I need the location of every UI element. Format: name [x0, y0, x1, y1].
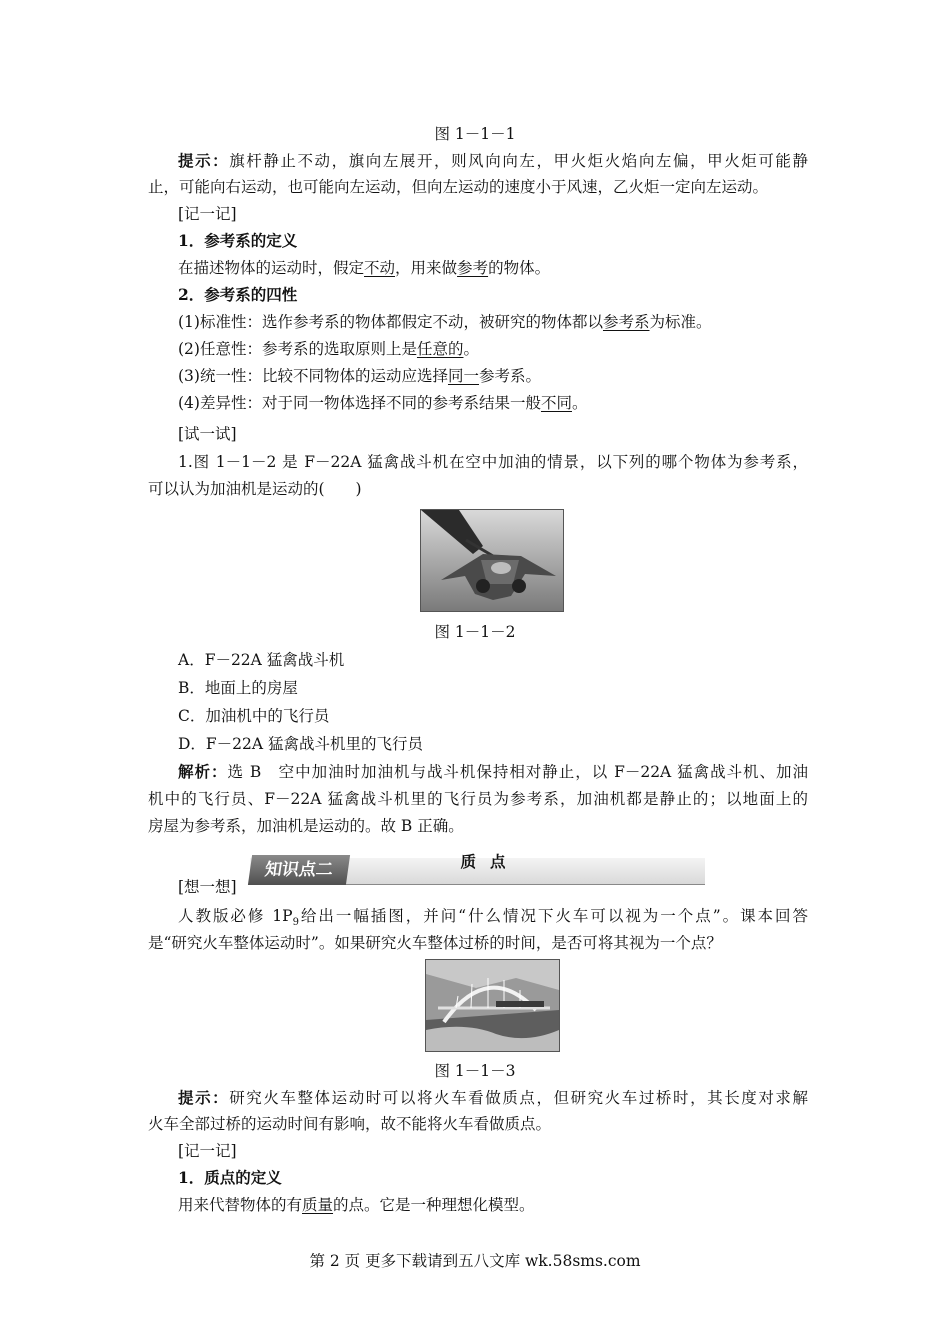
text: 给出一幅插图，并问“什么情况下火车可以视为一个点”。课本回答 — [298, 907, 808, 925]
section-heading-four-properties: 2．参考系的四性 — [178, 285, 298, 304]
fighter-jet-illustration — [421, 510, 563, 611]
reference-frame-definition — [178, 258, 808, 278]
fighter-jet-refueling-image — [420, 509, 564, 612]
hint-2-line-1 — [178, 1088, 808, 1108]
section-heading-particle-definition: 1．质点的定义 — [178, 1168, 282, 1187]
knowledge-point-badge: 知识点二 — [248, 855, 350, 885]
figure-caption-3: 图 1－1－3 — [434, 1062, 516, 1080]
try-label: [试一试] — [178, 425, 237, 443]
think-label: [想一想] — [178, 878, 237, 896]
text: 的物体。 — [488, 259, 551, 277]
text: (1)标准性：选作参考系的物体都假定不动，被研究的物体都以 — [178, 313, 603, 331]
text: 研究火车整体运动时可以将火车看做质点，但研究火车过桥时，其长度对求解 — [229, 1089, 808, 1107]
text: 为标准。 — [649, 313, 712, 331]
train-bridge-image — [425, 959, 560, 1052]
text: 。 — [571, 394, 588, 412]
option-b: B．地面上的房屋 — [178, 679, 298, 697]
figure-caption-1: 图 1－1－1 — [434, 125, 516, 143]
text: 人教版必修 1P — [178, 907, 293, 925]
hint-label: 提示： — [178, 1088, 230, 1107]
knowledge-point-title: 质点 — [460, 852, 520, 871]
text: (2)任意性：参考系的选取原则上是 — [178, 340, 417, 358]
hint-1-line-1 — [178, 151, 808, 171]
analysis-line-3: 房屋为参考系，加油机是运动的。故 B 正确。 — [148, 817, 464, 835]
underlined-answer: 参考 — [457, 259, 489, 277]
analysis-line-1 — [178, 762, 808, 782]
hint-text: 旗杆静止不动，旗向左展开，则风向向左，甲火炬火焰向左偏，甲火炬可能静 — [229, 152, 808, 170]
text: 参考系。 — [478, 367, 541, 385]
property-4 — [178, 393, 808, 413]
property-3 — [178, 366, 808, 386]
text: 选 B 空中加油时加油机与战斗机保持相对静止，以 F－22A 猛禽战斗机、加油 — [227, 763, 808, 781]
remember-label-2: [记一记] — [178, 1142, 237, 1160]
hint-1-line-2: 止，可能向右运动，也可能向左运动，但向左运动的速度小于风速，乙火炬一定向左运动。 — [148, 178, 769, 196]
analysis-label: 解析： — [178, 762, 228, 781]
property-1 — [178, 312, 808, 332]
text: 在描述物体的运动时，假定 — [178, 259, 365, 277]
page-footer: 第 2 页 更多下载请到五八文库 wk.58sms.com — [309, 1252, 641, 1270]
remember-label-1: [记一记] — [178, 205, 237, 223]
underlined-answer: 不动 — [364, 259, 396, 277]
text: 的点。它是一种理想化模型。 — [333, 1196, 535, 1214]
figure-caption-2: 图 1－1－2 — [434, 623, 516, 641]
text: ，用来做 — [395, 259, 458, 277]
underlined-answer: 参考系 — [602, 313, 650, 331]
underlined-answer: 质量 — [302, 1196, 334, 1214]
think-line-2: 是“研究火车整体运动时”。如果研究火车整体过桥的时间，是否可将其视为一个点？ — [148, 934, 722, 952]
particle-definition — [178, 1195, 808, 1215]
text: (4)差异性：对于同一物体选择不同的参考系结果一般 — [178, 394, 541, 412]
underlined-answer: 同一 — [447, 367, 479, 385]
question-1-line-2: 可以认为加油机是运动的( ) — [148, 480, 362, 498]
text: 。 — [463, 340, 479, 358]
question-1-line-1: 1.图 1－1－2 是 F－22A 猛禽战斗机在空中加油的情景，以下列的哪个物体为参考系， — [178, 453, 808, 471]
option-c: C．加油机中的飞行员 — [178, 707, 330, 725]
hint-label: 提示： — [178, 151, 230, 170]
subscript: 9 — [292, 917, 299, 929]
text: (3)统一性：比较不同物体的运动应选择 — [178, 367, 448, 385]
section-heading-reference-frame-definition: 1．参考系的定义 — [178, 231, 298, 250]
think-line-1 — [178, 906, 808, 933]
option-a: A．F－22A 猛禽战斗机 — [178, 651, 345, 669]
option-d: D．F－22A 猛禽战斗机里的飞行员 — [178, 735, 424, 753]
analysis-line-2: 机中的飞行员、F－22A 猛禽战斗机里的飞行员为参考系，加油机都是静止的；以地面上的 — [148, 790, 808, 808]
underlined-answer: 任意的 — [416, 340, 464, 358]
text: 用来代替物体的有 — [178, 1196, 303, 1214]
hint-2-line-2: 火车全部过桥的运动时间有影响，故不能将火车看做质点。 — [148, 1115, 552, 1133]
arch-bridge-illustration — [426, 960, 559, 1051]
underlined-answer: 不同 — [540, 394, 572, 412]
property-2 — [178, 339, 808, 359]
